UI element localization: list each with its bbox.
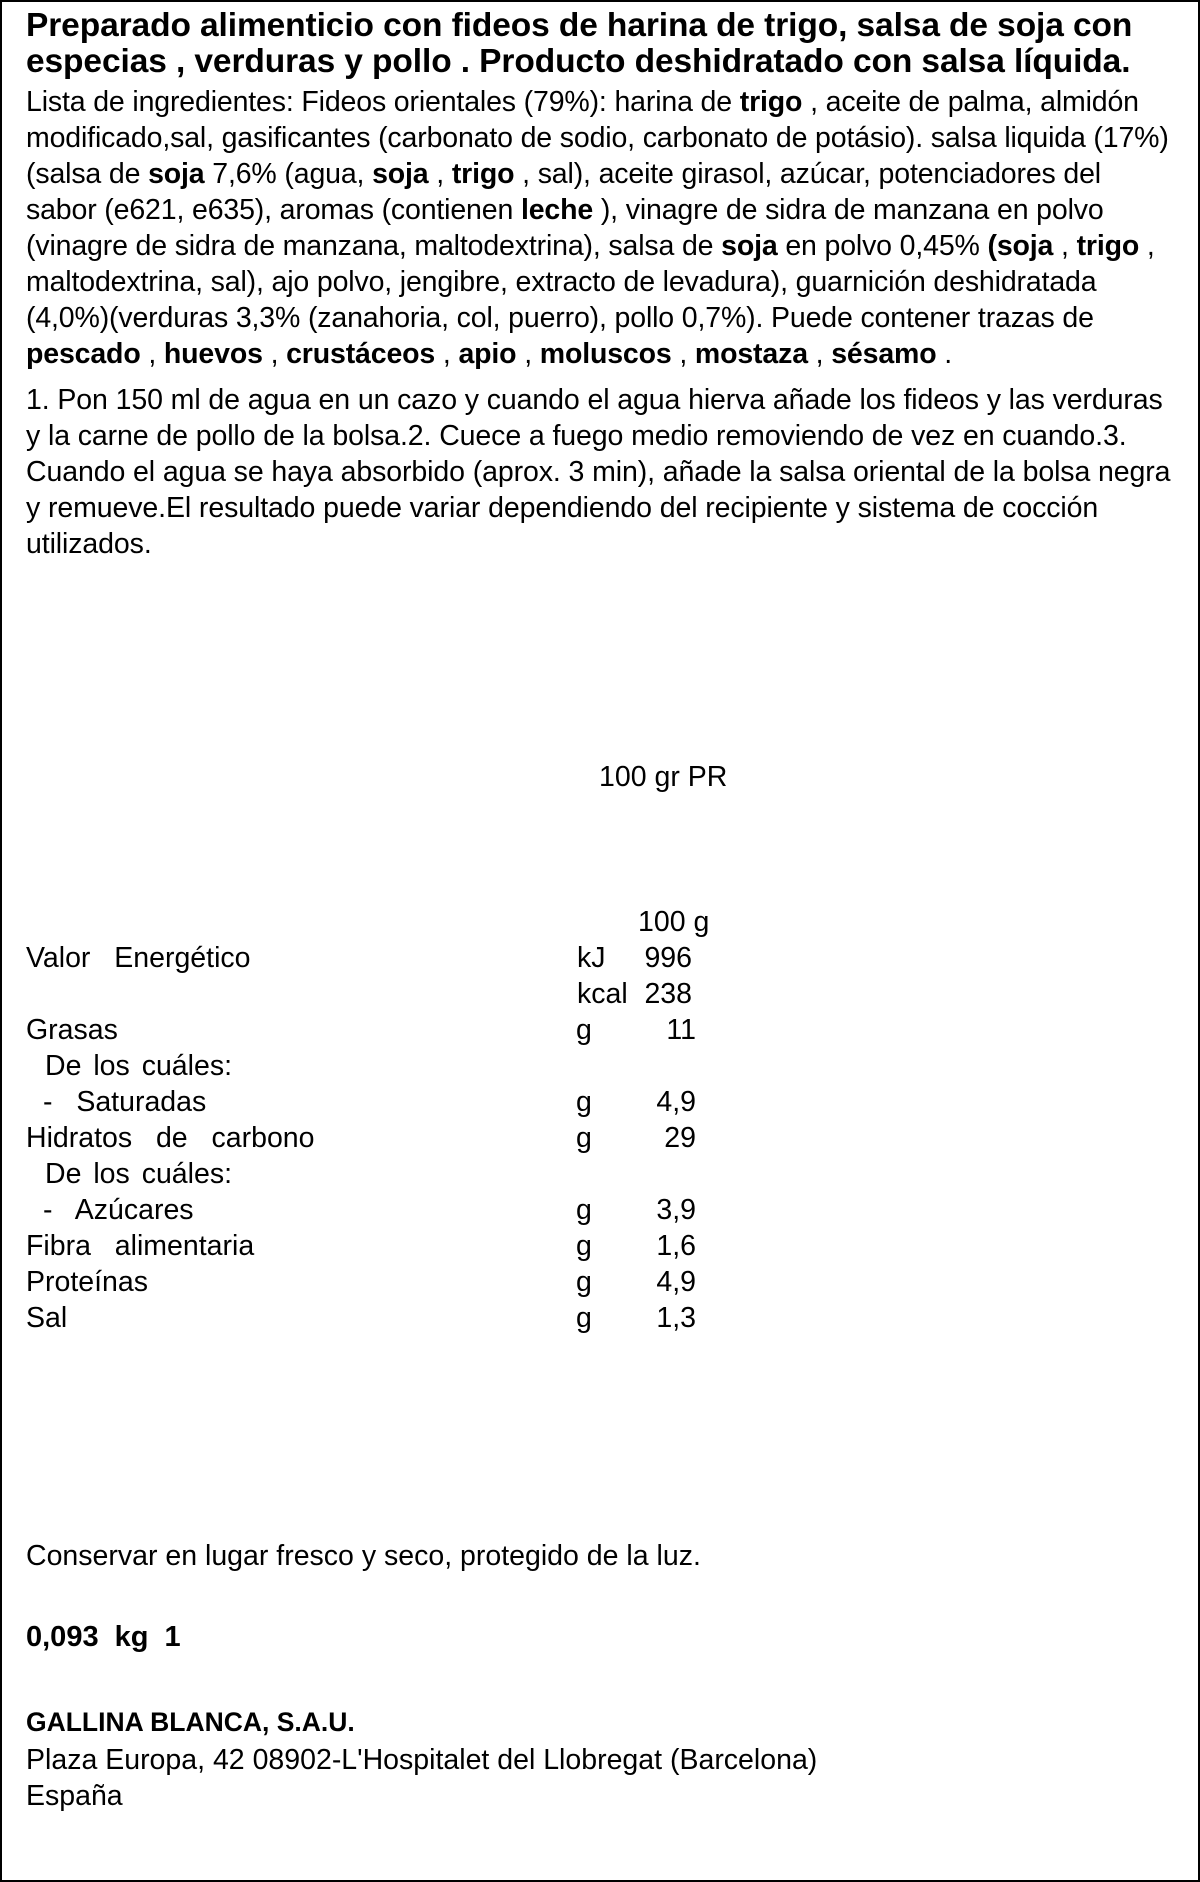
nutrition-row	[26, 1048, 786, 1084]
allergen-text: trigo	[451, 158, 515, 190]
nutrient-amount: 996	[644, 942, 692, 974]
nutrient-amount: 1,3	[656, 1302, 696, 1334]
ingredient-text: .	[936, 338, 953, 370]
nutrient-amount: 3,9	[656, 1194, 696, 1226]
nutrition-row	[26, 1084, 786, 1120]
ingredient-text: , maltodextrina, sal), ajo polvo, jengibre, extracto de levadura), guarnición deshidratada (4,0%)(verduras 3,3% (zanahoria, col, puerro), pollo 0,7%). Puede contener trazas de	[26, 230, 1155, 334]
nutrient-label: Grasas	[26, 1014, 118, 1046]
ingredients-list	[26, 84, 1174, 372]
nutrition-row	[26, 1300, 786, 1336]
nutrition-row	[26, 940, 786, 976]
ingredient-text: , aceite de palma, almidón modificado,sal, gasificantes (carbonato de sodio, carbonato de potásio). salsa liquida (17%)(salsa de	[26, 86, 1169, 190]
ingredient-text: , sal), aceite girasol, azúcar, potenciadores del sabor (e621, e635), aromas (contienen	[26, 158, 1101, 226]
nutrient-unit: g	[576, 1266, 592, 1298]
nutrition-row	[26, 1156, 786, 1192]
nutrient-amount: 4,9	[656, 1266, 696, 1298]
nutrient-unit: g	[576, 1194, 592, 1226]
nutrient-label: - Azúcares	[43, 1194, 194, 1226]
ingredient-text: 7,6% (agua,	[204, 158, 373, 190]
ingredient-text: ,	[516, 338, 540, 370]
ingredient-text: ,	[1053, 230, 1077, 262]
allergen-text: trigo	[1076, 230, 1140, 262]
nutrient-unit: g	[576, 1122, 592, 1154]
nutrition-row	[26, 976, 786, 1012]
ingredient-text: ), vinagre de sidra de manzana en polvo (vinagre de sidra de manzana, maltodextrina), salsa de	[26, 194, 1104, 262]
ingredient-text: ,	[262, 338, 287, 370]
storage-instructions: Conservar en lugar fresco y seco, protegido de la luz.	[26, 1540, 701, 1572]
ingredient-text: ,	[428, 158, 452, 190]
ingredient-text: ,	[671, 338, 695, 370]
company-address: Plaza Europa, 42 08902-L'Hospitalet del Llobregat (Barcelona)	[26, 1744, 818, 1776]
nutrient-unit: kJ	[577, 942, 606, 974]
nutrient-unit: g	[576, 1086, 592, 1118]
ingredient-text: Lista de ingredientes: Fideos orientales (79%): harina de	[26, 86, 740, 118]
allergen-text: huevos	[163, 338, 263, 370]
nutrient-sublabel: De los cuáles:	[45, 1158, 233, 1190]
nutrition-row	[26, 1012, 786, 1048]
nutrient-unit: kcal	[577, 978, 628, 1010]
nutrition-row	[26, 1228, 786, 1264]
allergen-text: (soja	[987, 230, 1054, 262]
nutrient-amount: 29	[664, 1122, 696, 1154]
allergen-text: soja	[721, 230, 778, 262]
allergen-text: leche	[520, 194, 594, 226]
allergen-text: moluscos	[539, 338, 672, 370]
nutrient-label: Proteínas	[26, 1266, 148, 1298]
allergen-text: soja	[372, 158, 429, 190]
preparation-instructions: 1. Pon 150 ml de agua en un cazo y cuando el agua hierva añade los fideos y las verduras y la carne de pollo de la bolsa.2. Cuece a fuego medio removiendo de vez en cuando.3. Cuando el agua se haya absorbido (aprox. 3 min), añade la salsa oriental de la bolsa negra y remueve.El resultado puede variar dependiendo del recipiente y sistema de cocción utilizados.	[26, 384, 1171, 560]
ingredient-text: ,	[807, 338, 832, 370]
nutrient-label: Fibra alimentaria	[26, 1230, 255, 1262]
nutrient-unit: g	[576, 1302, 592, 1334]
nutrient-label: Hidratos de carbono	[26, 1122, 315, 1154]
nutrition-row	[26, 1120, 786, 1156]
product-title: Preparado alimenticio con fideos de harina de trigo, salsa de soja con especias , verduras y pollo . Producto deshidratado con salsa líquida.	[26, 7, 1133, 80]
nutrient-amount: 11	[666, 1014, 696, 1046]
nutrition-header: 100 gr PR	[599, 761, 728, 793]
nutrient-sublabel: De los cuáles:	[45, 1050, 233, 1082]
company-name: GALLINA BLANCA, S.A.U.	[26, 1707, 355, 1737]
allergen-text: apio	[458, 338, 517, 370]
nutrient-amount: 1,6	[656, 1230, 696, 1262]
allergen-text: trigo	[739, 86, 803, 118]
nutrient-unit: g	[576, 1014, 592, 1046]
nutrient-amount: 4,9	[656, 1086, 696, 1118]
allergen-text: sésamo	[831, 338, 937, 370]
allergen-text: crustáceos	[286, 338, 436, 370]
nutrition-column-header-row	[26, 904, 786, 940]
ingredient-text: en polvo 0,45%	[777, 230, 988, 262]
nutrition-row	[26, 1192, 786, 1228]
nutrient-amount: 238	[644, 978, 692, 1010]
nutrient-label: Sal	[26, 1302, 68, 1334]
nutrient-unit: g	[576, 1230, 592, 1262]
ingredient-text: ,	[435, 338, 459, 370]
nutrition-table	[26, 904, 786, 1336]
nutrient-label: - Saturadas	[43, 1086, 207, 1118]
ingredient-text: ,	[140, 338, 164, 370]
net-weight: 0,093 kg 1	[26, 1621, 181, 1653]
nutrient-label: Valor Energético	[26, 942, 251, 974]
nutrition-row	[26, 1264, 786, 1300]
company-country: España	[26, 1780, 123, 1812]
allergen-text: soja	[148, 158, 205, 190]
nutrition-column-header: 100 g	[638, 906, 710, 938]
allergen-text: mostaza	[694, 338, 808, 370]
allergen-text: pescado	[26, 338, 141, 370]
